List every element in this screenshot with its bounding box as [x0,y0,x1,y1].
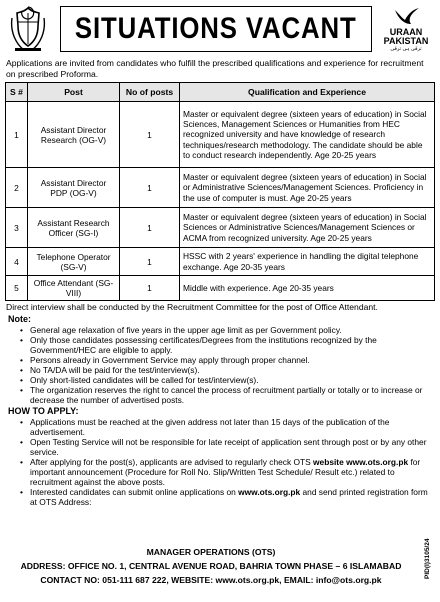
note-list [4,325,436,405]
uraan-pakistan-logo [378,6,434,54]
item-text: for important announcement (Procedure for Roll No. Slip/Written Test Schedule/ Result etc.) related to recruitment against the above posts. [30,456,421,487]
cell-post: Assistant Director PDP (OG-V) [28,168,120,208]
cell-sno: 3 [6,208,28,248]
table-row [6,102,435,168]
list-item: • General age relaxation of five years in the upper age limit as per Government policy. [30,325,436,335]
cell-sno: 4 [6,248,28,276]
item-text: Interested candidates can submit online applications on [30,486,239,497]
advertisement [4,4,436,594]
pid-code: PID(I)3105/24 [424,538,431,580]
list-item: • Only short-listed candidates will be called for test/interview(s). [30,375,436,385]
col-header-qualification: Qualification and Experience [180,83,435,102]
government-emblem-icon [10,6,46,52]
table-header-row [6,83,435,102]
cell-posts: 1 [120,248,180,276]
item-text: After applying for the post(s), applicants are advised to regularly check OTS [30,456,314,467]
col-header-post: Post [28,83,120,102]
cell-post: Telephone Operator (SG-V) [28,248,120,276]
logo-urdu-text: ترقی ہی ترقی [390,46,422,52]
cell-posts: 1 [120,102,180,168]
how-to-apply-list [4,417,436,507]
title-box [60,6,372,52]
col-header-no-of-posts: No of posts [120,83,180,102]
cell-sno: 5 [6,276,28,301]
footer-contact [5,545,417,591]
list-item [30,487,436,507]
list-item: • Open Testing Service will not be responsible for late receipt of application sent through post or by any other service. [30,437,436,457]
cell-qualification: Master or equivalent degree (sixteen years of education) in Social Sciences, Management Sciences or Humanities from HEC recognized university and have knowledge of research techniques/research methodology. The candidate should be able to conduct research independently. Age 20-25 years [180,102,435,168]
cell-posts: 1 [120,168,180,208]
cell-sno: 1 [6,102,28,168]
logo-text-uraan: URAAN [389,27,423,37]
list-item: • No TA/DA will be paid for the test/interview(s). [30,365,436,375]
interview-note: Direct interview shall be conducted by the Recruitment Committee for the post of Office Attendant. [6,302,378,312]
intro-text: Applications are invited from candidates who fulfill the prescribed qualifications and experience for recruitment on prescribed Proforma. [6,58,424,79]
footer-contact-line: CONTACT NO: 051-111 687 222, WEBSITE: www.ots.org.pk, EMAIL: info@ots.org.pk [40,575,382,585]
how-to-apply-title: HOW TO APPLY: [8,405,79,416]
cell-posts: 1 [120,276,180,301]
cell-posts: 1 [120,208,180,248]
header [4,4,436,56]
list-item: • Applications must be reached at the given address not later than 15 days of the publication of the advertisement. [30,417,436,437]
list-item: • Only those candidates possessing certificates/Degrees from the institutions recognized by the Government/HEC are eligible to apply. [30,335,436,355]
item-text: and send printed registration form at OTS Address: [30,486,428,507]
ots-website-link[interactable]: website www.ots.org.pk [313,456,409,467]
cell-qualification: Middle with experience. Age 20-35 years [180,276,435,301]
cell-qualification: HSSC with 2 years' experience in handling the digital telephone exchange. Age 20-35 years [180,248,435,276]
logo-text-pakistan: PAKISTAN [383,36,429,46]
table-row [6,208,435,248]
bird-logo-icon [391,6,421,28]
page-title: SITUATIONS VACANT [75,12,357,45]
cell-qualification: Master or equivalent degree (sixteen years of education) in Social or Administrative Sciences/Management Sciences. Proficiency in the use of computer is must. Age 20-25 years [180,168,435,208]
cell-post: Assistant Director Research (OG-V) [28,102,120,168]
table-row [6,276,435,301]
cell-post: Office Attendant (SG-VIII) [28,276,120,301]
footer-address: ADDRESS: OFFICE NO. 1, CENTRAL AVENUE ROAD, BAHRIA TOWN PHASE – 6 ISLAMABAD [20,561,402,571]
ots-online-link[interactable]: www.ots.org.pk [238,486,301,497]
list-item: • Persons already in Government Service may apply through proper channel. [30,355,436,365]
vacancy-table [5,82,435,301]
note-title: Note: [8,313,31,324]
cell-post: Assistant Research Officer (SG-I) [28,208,120,248]
table-row [6,168,435,208]
list-item [30,457,436,487]
list-item: • The organization reserves the right to cancel the process of recruitment partially or totally or to increase or decrease the number of advertised posts. [30,385,436,405]
col-header-sno: S # [6,83,28,102]
cell-sno: 2 [6,168,28,208]
table-row [6,248,435,276]
footer-manager: MANAGER OPERATIONS (OTS) [146,547,276,557]
cell-qualification: Master or equivalent degree (sixteen years of education) in Social Sciences or Administrative Sciences/Management Sciences or ACMA from recognized university. Age 20-25 years [180,208,435,248]
